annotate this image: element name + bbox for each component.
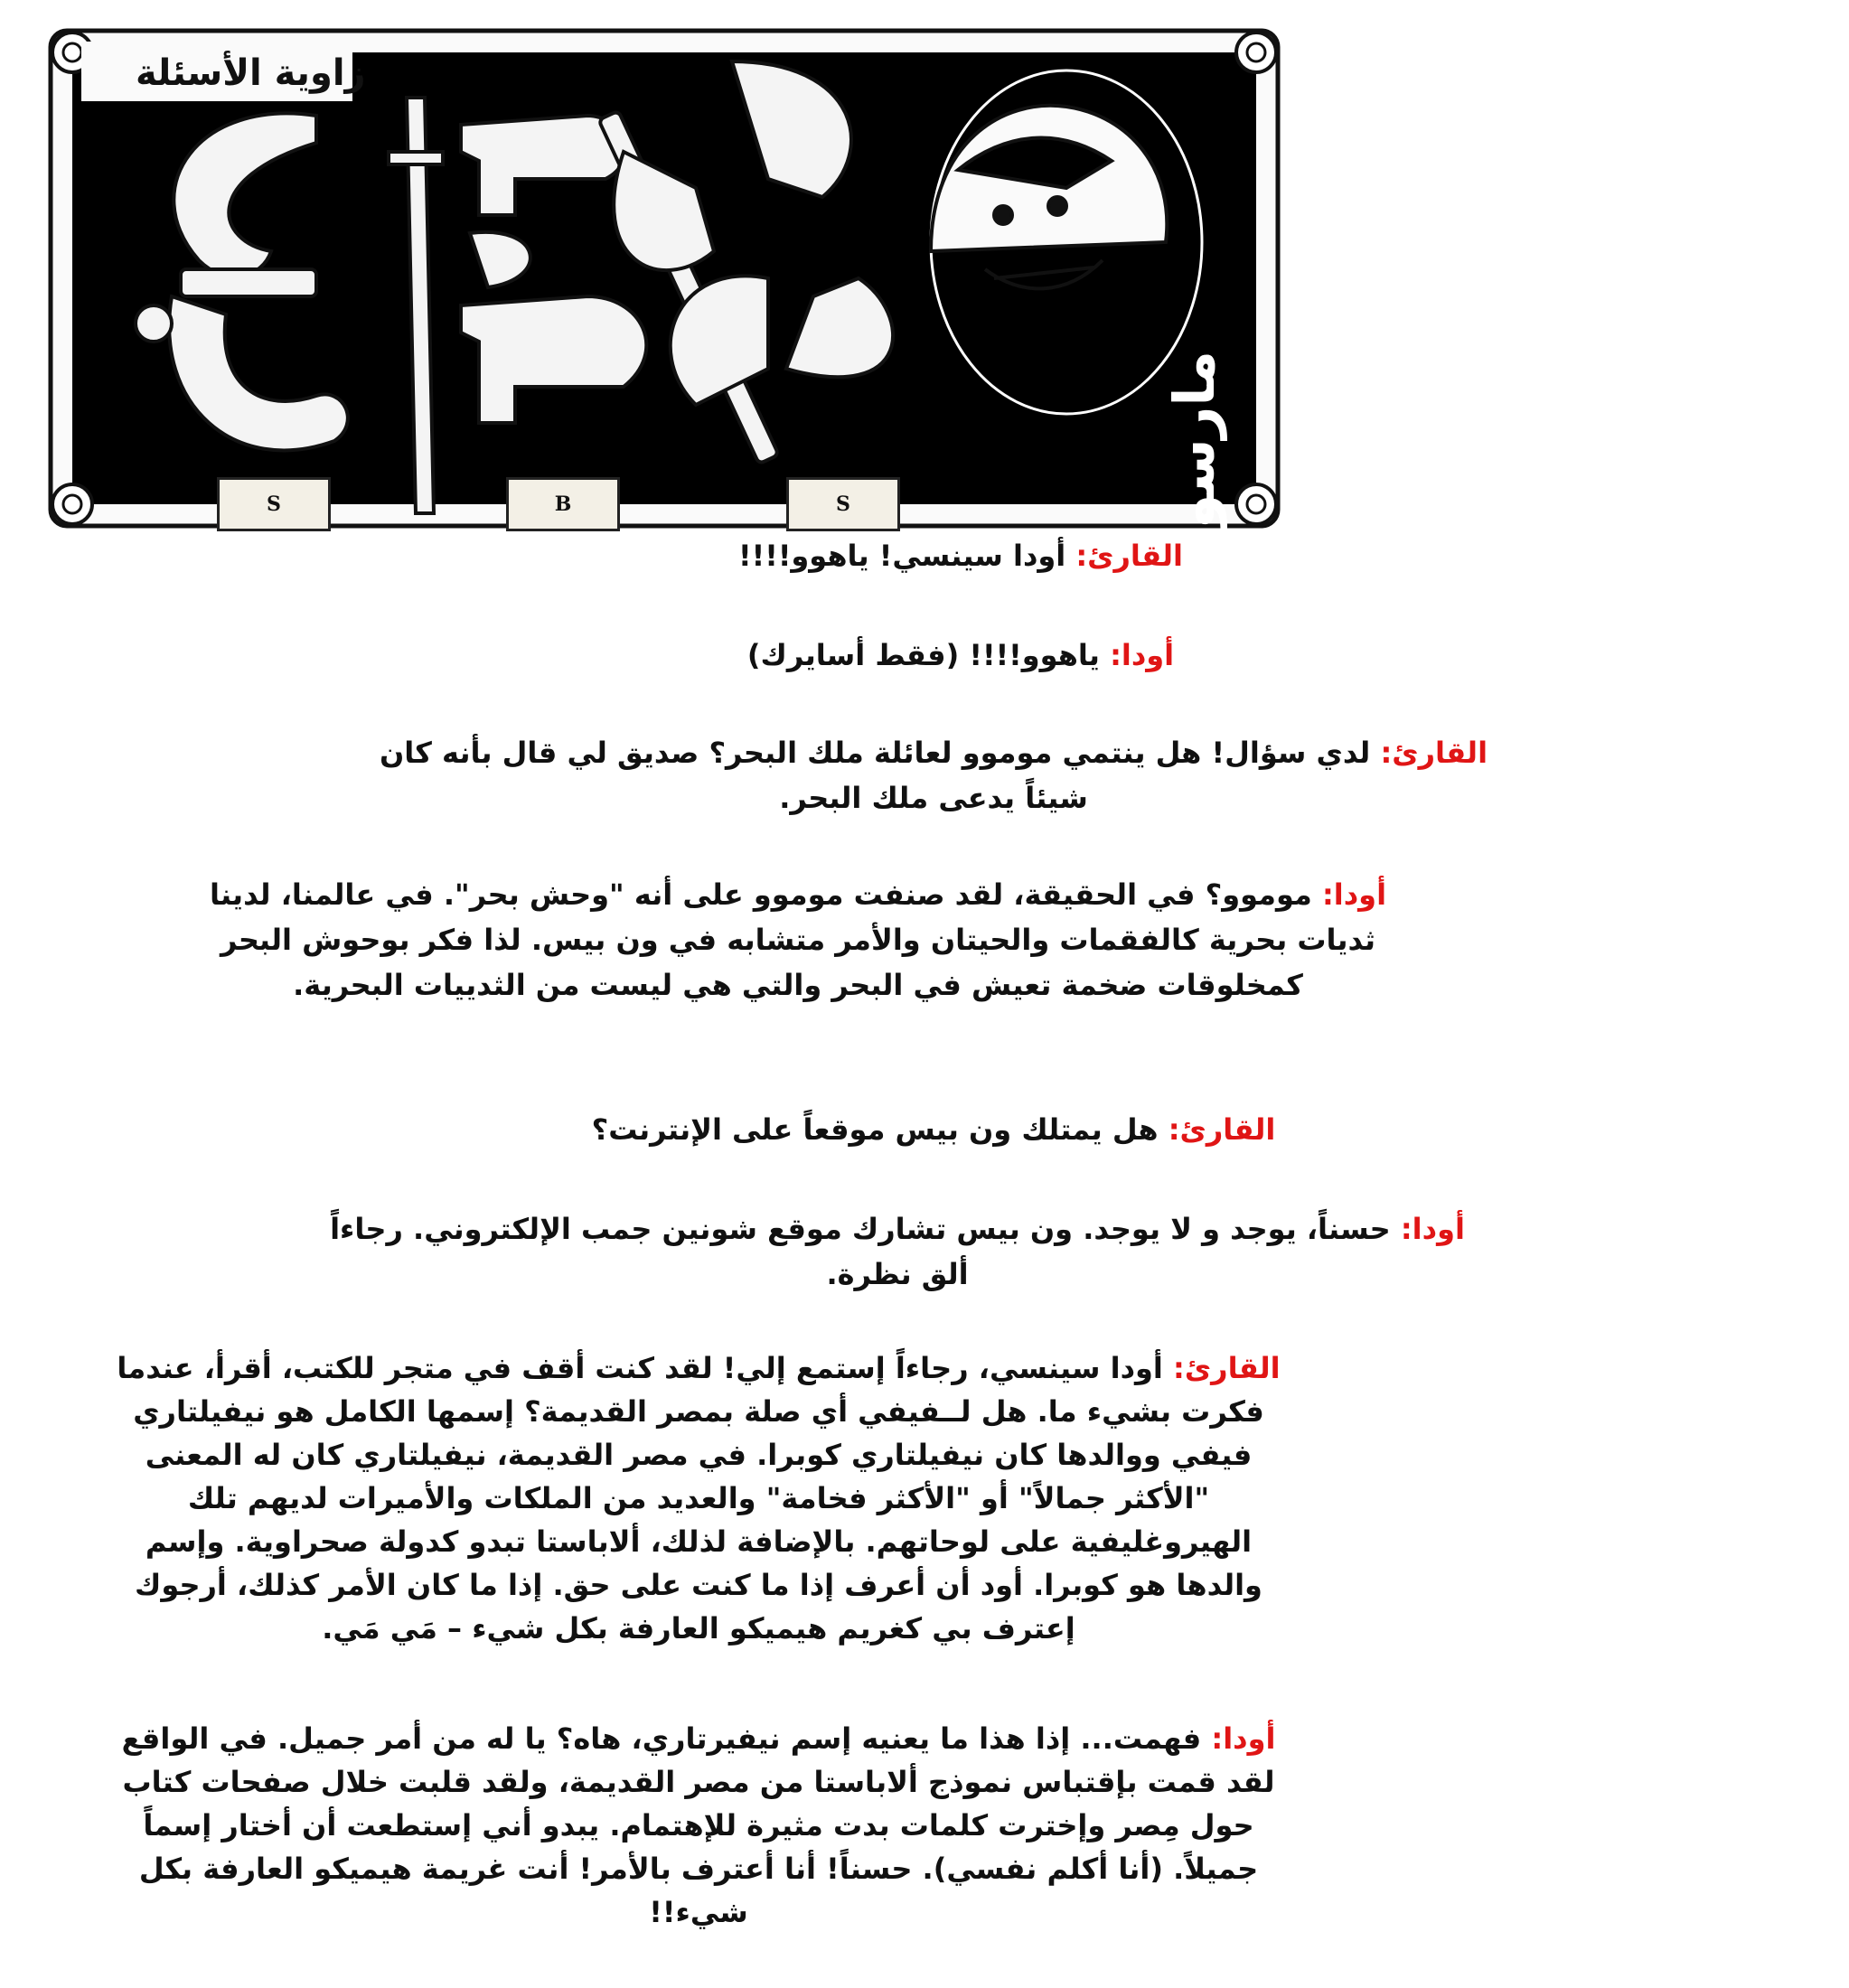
qa-text: لدي سؤال! هل ينتمي موموو لعائلة ملك البحر؟ صديق لي قال بأنه كان شيئاً يدعى ملك البحر.: [379, 736, 1381, 815]
plaque-b: B: [506, 477, 620, 531]
speaker-label: أودا:: [1321, 877, 1387, 912]
qa-entry: [72, 1107, 1795, 1152]
qa-text: حسناً، يوجد و لا يوجد. ون بيس تشارك موقع شونين جمب الإلكتروني. رجاءاً ألق نظرة.: [330, 1212, 1401, 1291]
qa-entry: [72, 633, 1849, 678]
qa-text: هل يمتلك ون بيس موقعاً على الإنترنت؟: [591, 1112, 1169, 1147]
qa-entry: [72, 1346, 1325, 1650]
plaque-s-left: S: [217, 477, 331, 531]
speaker-label: القارئ:: [1173, 1351, 1281, 1385]
qa-entry: [72, 533, 1849, 578]
qa-text: أودا سينسي! ياهوو!!!!: [738, 539, 1076, 573]
qa-text: فهمت... إذا هذا ما يعنيه إسم نيفيرتاري، هاه؟ يا له من أمر جميل. في الواقع لقد قمت بإقتباس نموذج ألاباستا من مصر القديمة، ولقد قلبت خلال صفحات كتاب حول مِصر وإخترت كلمات بدت مثيرة للإهتمام. يبدو أني إستطعت أن أختار إسماً جميلاً. (أنا أكلم نفسي). حسناً! أنا أعترف بالأمر! أنت غريمة هيميكو العارفة بكل شيء!!: [121, 1721, 1275, 1929]
speaker-label: أودا:: [1110, 638, 1175, 672]
character-name: مارسو: [1161, 351, 1227, 530]
speaker-label: القارئ:: [1075, 539, 1183, 573]
speaker-label: القارئ:: [1380, 736, 1488, 770]
qa-text: موموو؟ في الحقيقة، لقد صنفت موموو على أنه "وحش بحر". في عالمنا، لدينا ثديات بحرية كالفقمات والحيتان والأمر متشابه في ون بيس. لذا فكر بوحوش البحر كمخلوقات ضخمة تعيش في البحر والتي هي ليست من الثدييات البحرية.: [209, 877, 1376, 1002]
speaker-label: القارئ:: [1168, 1112, 1276, 1147]
plaque-s-right: S: [786, 477, 900, 531]
qa-entry: [72, 872, 1524, 1008]
banner-title: زاوية الأسئلة: [136, 52, 366, 94]
qa-entry: [72, 1717, 1325, 1934]
qa-entry: [72, 730, 1795, 821]
banner-artwork: [45, 25, 1283, 531]
qa-text: أودا سينسي، رجاءاً إستمع إلي! لقد كنت أقف في متجر للكتب، أقرأ، عندما فكرت بشيء ما. هل لــفيفي أي صلة بمصر القديمة؟ إسمها الكامل هو نيفيلتاري فيفي ووالدها كان نيفيلتاري كوبرا. في مصر القديمة، نيفيلتاري كان له المعنى "الأكثر جمالاً" أو "الأكثر فخامة" والعديد من الملكات والأميرات لديهم تلك الهيروغليفية على لوحاتهم. بالإضافة لذلك، ألاباستا تبدو كدولة صحراوية. وإسم والدها هو كوبرا. أود أن أعرف إذا ما كنت على حق. إذا ما كان الأمر كذلك، أرجوك إعترف بي كغريم هيميكو العارفة بكل شيء – مَي مَي.: [117, 1351, 1264, 1646]
qa-text: ياهوو!!!! (فقط أسايرك): [746, 638, 1111, 672]
qa-corner-banner: [45, 25, 1283, 531]
qa-entry: [72, 1206, 1722, 1297]
speaker-label: أودا:: [1211, 1721, 1276, 1756]
speaker-label: أودا:: [1400, 1212, 1465, 1246]
